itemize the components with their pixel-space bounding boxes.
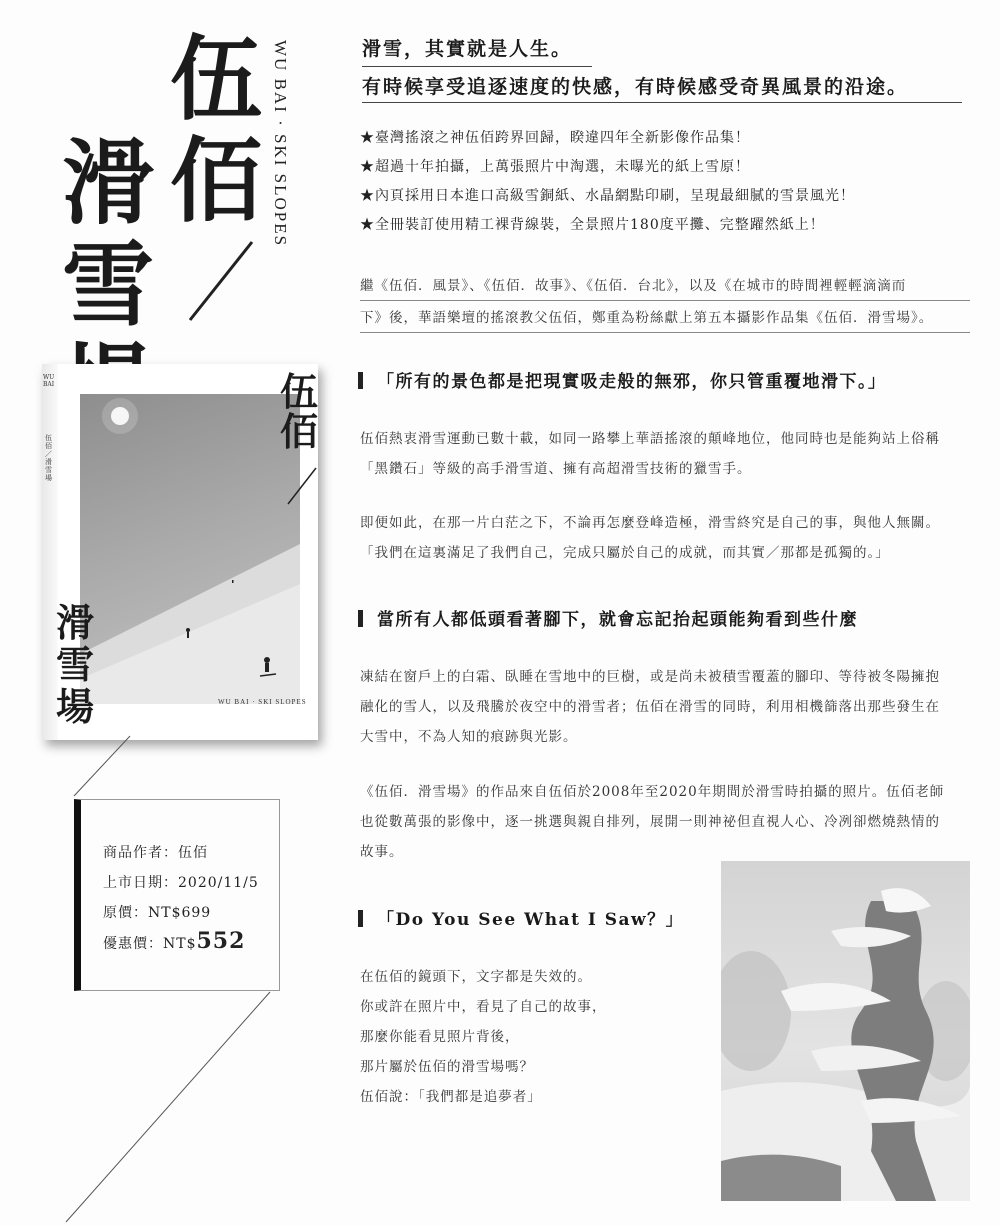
book-spine-title: 伍佰／滑雪場	[45, 434, 52, 482]
intro-line1: 繼《伍佰．風景》、《伍佰．故事》、《伍佰．台北》，以及《在城市的時間裡輕輕滴滴而	[360, 272, 970, 301]
cover-title-char: 佰	[280, 409, 319, 454]
paragraph-line: 那麼你能看見照片背後，	[360, 1029, 520, 1045]
release-date: 上市日期：2020/11/5	[103, 875, 259, 891]
cover-slash	[286, 466, 318, 506]
paragraph-line: 你或許在照片中，看見了自己的故事，	[360, 999, 607, 1015]
paragraph-line: 即便如此，在那一片白茫之下，不論再怎麼登峰造極，滑雪終究是自己的事，與他人無關。	[360, 515, 940, 531]
paragraph-line: 在伍佰的鏡頭下，文字都是失效的。	[360, 969, 592, 985]
paragraph-line: 「我們在這裏滿足了我們自己，完成只屬於自己的成就，而其實／那都是孤獨的。」	[360, 545, 890, 561]
headline-line1: 滑雪，其實就是人生。	[362, 38, 573, 60]
title-slash	[186, 240, 256, 322]
cover-english: WU BAI · SKI SLOPES	[218, 698, 307, 706]
cover-title-top	[280, 369, 319, 454]
section-body	[360, 962, 700, 1112]
title-english: WU BAI · SKI SLOPES	[271, 40, 290, 248]
section-heading: 「所有的景色都是把現實吸走般的無邪，你只管重覆地滑下。」	[358, 367, 887, 392]
headline-rule-short	[362, 66, 592, 67]
section-heading: 「Do You See What I Saw？」	[358, 905, 684, 930]
paragraph-line: 故事。	[360, 844, 404, 860]
title-column-right	[170, 25, 263, 235]
cover-title-char: 伍	[280, 369, 319, 414]
headline-rule	[362, 102, 962, 103]
paragraph-line: 「黑鑽石」等級的高手滑雪道、擁有高超滑雪技術的獵雪手。	[360, 461, 752, 477]
snow-tree-photo	[721, 861, 970, 1201]
title-char: 伍	[170, 25, 263, 133]
paragraph-line: 伍佰說：「我們都是追夢者」	[360, 1089, 542, 1105]
feature-item: ★超過十年拍攝，上萬張照片中淘選，未曝光的紙上雪原！	[360, 159, 750, 175]
original-price: 原價：NT$699	[103, 905, 212, 921]
book-spine-label: WU BAI	[43, 374, 55, 388]
section-body	[360, 424, 975, 568]
cover-photo	[80, 394, 300, 704]
feature-item: ★全冊裝訂使用精工裸背線裝，全景照片180度平攤、完整躍然紙上！	[360, 217, 825, 233]
product-info-box	[74, 799, 280, 991]
paragraph-line: 《伍佰．滑雪場》的作品來自伍佰於2008年至2020年期間於滑雪時拍攝的照片。伍佰老師	[360, 784, 945, 800]
book-cover	[42, 364, 318, 740]
title-char: 滑	[62, 129, 155, 237]
paragraph-line: 伍佰熱衷滑雪運動已數十載，如同一路攀上華語搖滾的顛峰地位，他同時也是能夠站上俗稱	[360, 431, 940, 447]
title-char: 佰	[170, 127, 263, 235]
sale-price	[103, 926, 245, 959]
paragraph-line: 融化的雪人，以及飛騰於夜空中的滑雪者；伍佰在滑雪的同時，利用相機篩落出那些發生在	[360, 699, 940, 715]
paragraph-line: 凍結在窗戶上的白霜、臥睡在雪地中的巨樹，或是尚未被積雪覆蓋的腳印、等待被冬陽擁抱	[360, 669, 940, 685]
paragraph-line: 那片屬於伍佰的滑雪場嗎？	[360, 1059, 534, 1075]
paragraph-line: 也從數萬張的影像中，逐一挑選與親自排列，展開一則神祕但直視人心、冷冽卻燃燒熱情的	[360, 814, 940, 830]
section-heading: 當所有人都低頭看著腳下，就會忘記抬起頭能夠看到些什麼	[358, 605, 858, 630]
section-body	[360, 662, 975, 867]
cover-title-char: 雪	[56, 642, 95, 687]
cover-title-char: 滑	[56, 600, 95, 645]
feature-item: ★臺灣搖滾之神伍佰跨界回歸，睽違四年全新影像作品集！	[360, 130, 750, 146]
title-char: 雪	[62, 231, 155, 339]
author-info: 商品作者：伍佰	[103, 845, 208, 861]
sale-price-label: 優惠價：NT$	[103, 936, 197, 952]
feature-item: ★內頁採用日本進口高級雪銅紙、水晶網點印刷，呈現最細膩的雪景風光！	[360, 188, 855, 204]
headline-line2: 有時候享受追逐速度的快感，有時候感受奇異風景的沿途。	[362, 76, 909, 98]
paragraph-line: 大雪中，不為人知的痕跡與光影。	[360, 729, 578, 745]
sale-price-value: 552	[196, 928, 246, 954]
cover-title-char: 場	[56, 684, 95, 729]
feature-list	[360, 124, 855, 240]
intro-line2: 下》後，華語樂壇的搖滾教父伍佰，鄭重為粉絲獻上第五本攝影作品集《伍佰．滑雪場》。	[360, 304, 970, 333]
